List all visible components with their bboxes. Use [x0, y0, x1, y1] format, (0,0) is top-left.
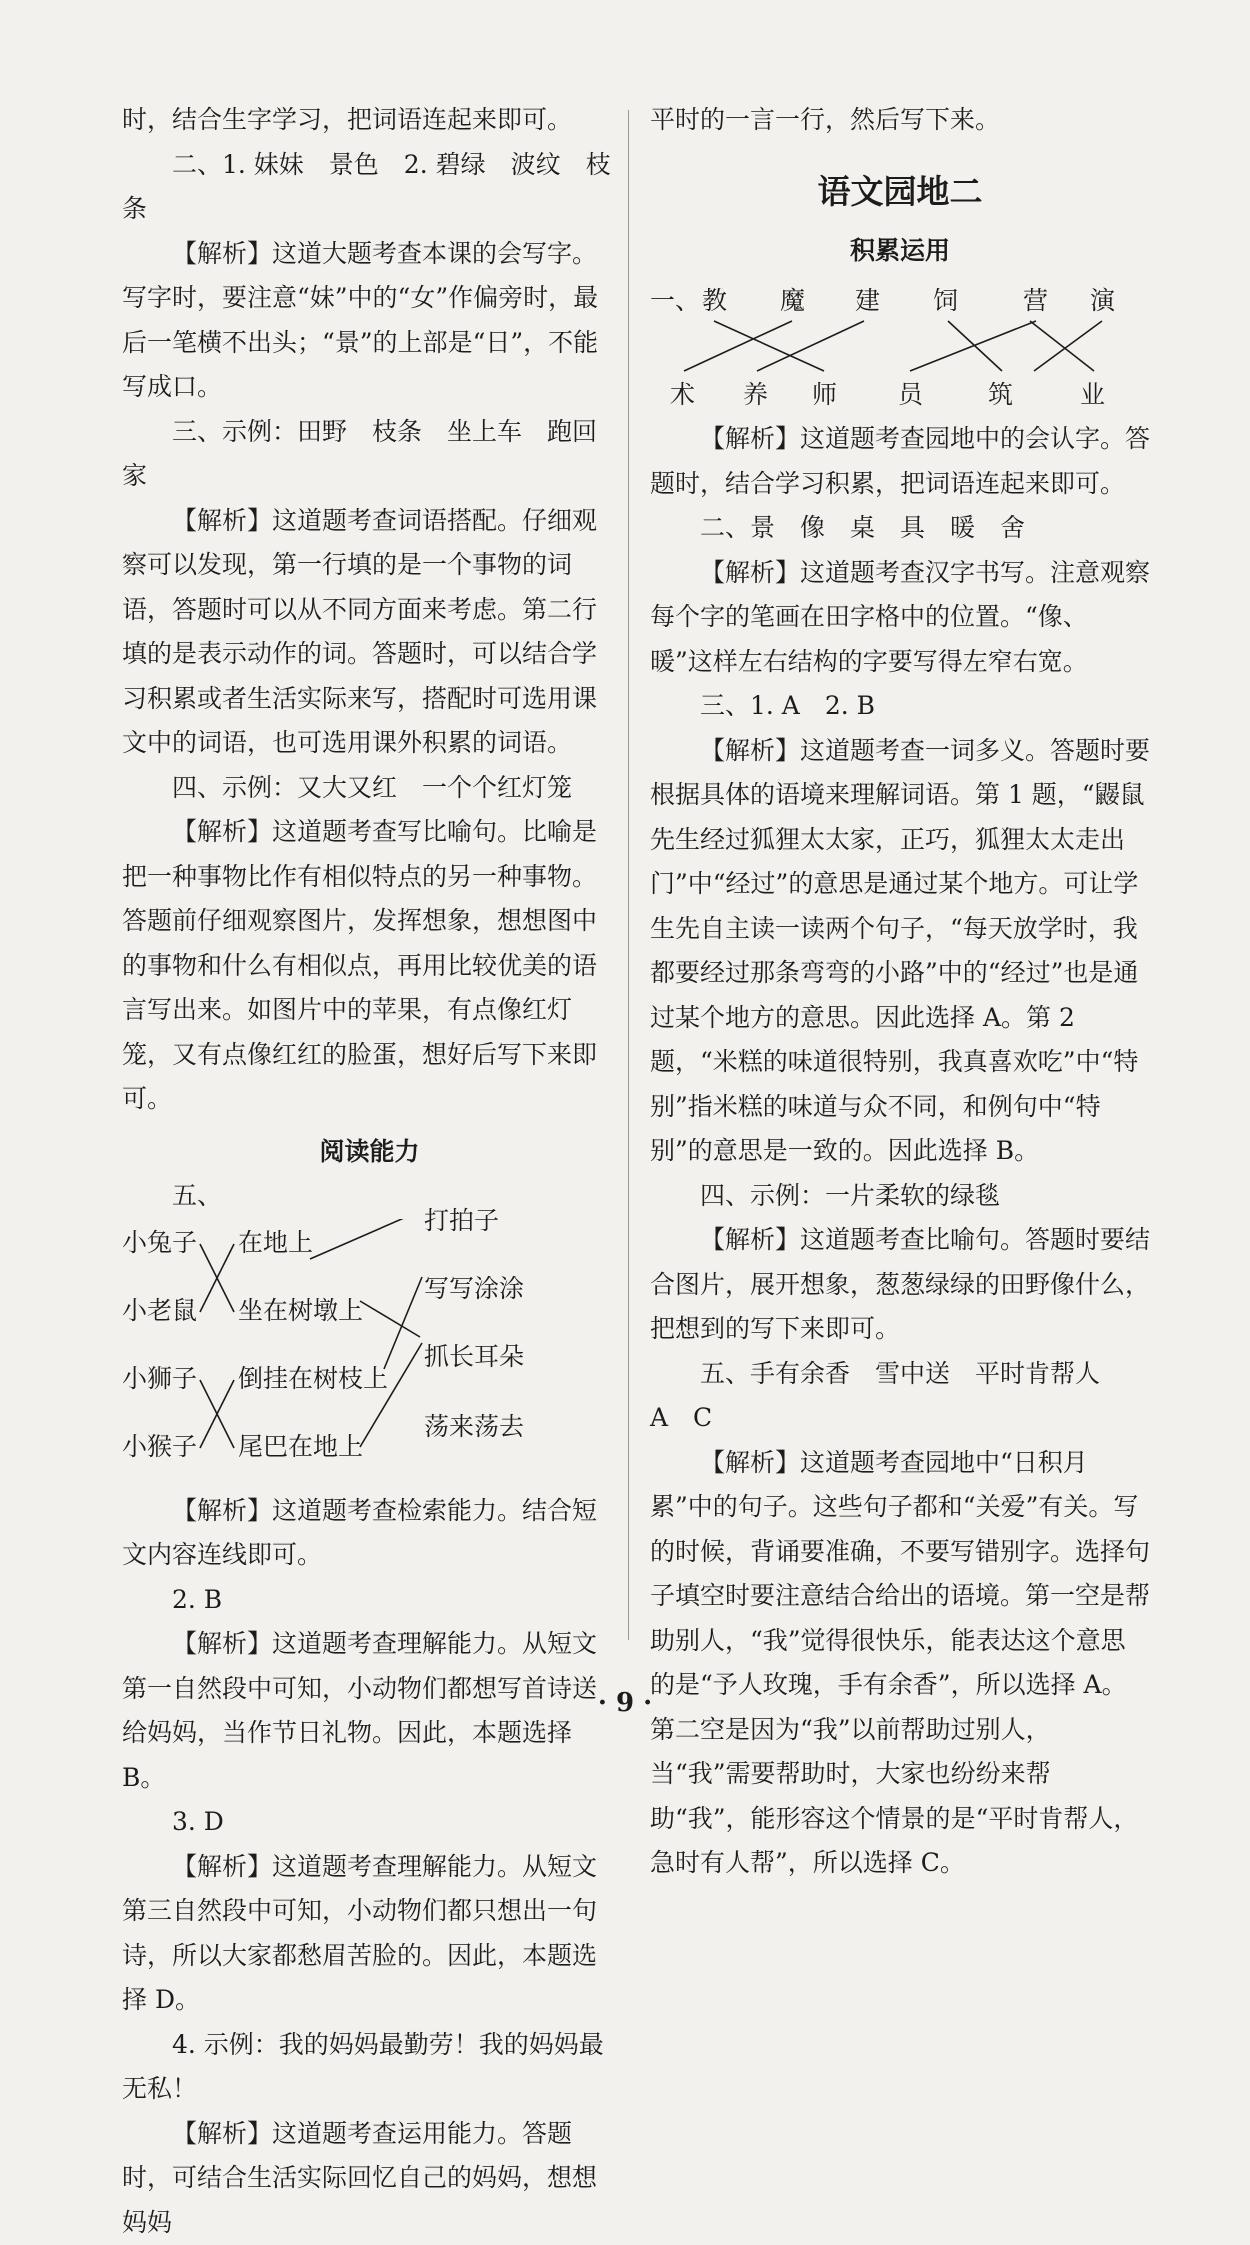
section-title-reading: 阅读能力	[122, 1130, 617, 1175]
matching-exercise-5	[122, 1219, 617, 1489]
match-top-char: 演	[1090, 279, 1115, 324]
analysis: 【解析】这道题考查园地中“日积月累”中的句子。这些句子都和“关爱”有关。写的时候，背诵要准确，不要写错别字。选择句子填空时要注意结合给出的语境。第一空是帮助别人，“我”觉得很快乐，能表达这个意思的是“予人玫瑰，手有余香”，所以选择 A。第二空是因为“我”以前帮助过别人，当“我”需要帮助时，大家也纷纷来帮助“我”，能形容这个情景的是“平时肯帮人，急时有人帮”，所以选择 C。	[650, 1441, 1150, 1886]
analysis: 【解析】这道题考查检索能力。结合短文内容连线即可。	[122, 1489, 617, 1578]
analysis: 【解析】这道题考查运用能力。答题时，可结合生活实际回忆自己的妈妈，想想妈妈	[122, 2112, 617, 2245]
match-bottom-char: 师	[812, 373, 837, 418]
answer-2: 二、1. 妹妹 景色 2. 碧绿 波纹 枝条	[122, 143, 617, 232]
match-line	[1034, 321, 1102, 371]
paragraph: 时，结合生字学习，把词语连起来即可。	[122, 98, 617, 143]
match-bottom-char: 业	[1080, 373, 1105, 418]
answer-3: 三、1. A 2. B	[650, 684, 1150, 729]
match-top-char: 营	[1023, 279, 1048, 324]
subsection-title-accumulate: 积累运用	[650, 229, 1150, 274]
section-title-yuwen-garden: 语文园地二	[650, 167, 1150, 217]
match-line	[310, 1219, 420, 1259]
match-pose: 坐在树墩上	[238, 1289, 363, 1334]
question-1-label: 一、	[650, 279, 700, 324]
match-top-char: 建	[855, 279, 880, 324]
analysis: 【解析】这道题考查园地中的会认字。答题时，结合学习积累，把词语连起来即可。	[650, 417, 1150, 506]
analysis: 【解析】这道题考查比喻句。答题时要结合图片，展开想象，葱葱绿绿的田野像什么，把想到的写下来即可。	[650, 1218, 1150, 1352]
analysis: 【解析】这道题考查理解能力。从短文第一自然段中可知，小动物们都想写首诗送给妈妈，当作节日礼物。因此，本题选择 B。	[122, 1622, 617, 1800]
match-pose: 倒挂在树枝上	[238, 1357, 388, 1402]
answer-5: 五、手有余香 雪中送 平时肯帮人	[650, 1352, 1150, 1397]
match-top-char: 教	[702, 279, 727, 324]
match-line	[910, 321, 1036, 371]
answer-q2: 2. B	[122, 1578, 617, 1623]
match-line	[360, 1301, 420, 1337]
analysis: 【解析】这道大题考查本课的会写字。写字时，要注意“妹”中的“女”作偏旁时，最后一笔横不出头；“景”的上部是“日”，不能写成口。	[122, 232, 617, 410]
answer-4: 四、示例：一片柔软的绿毯	[650, 1174, 1150, 1219]
match-line	[684, 321, 792, 371]
analysis: 【解析】这道题考查理解能力。从短文第三自然段中可知，小动物们都只想出一句诗，所以大家都愁眉苦脸的。因此，本题选择 D。	[122, 1845, 617, 2023]
analysis: 【解析】这道题考查汉字书写。注意观察每个字的笔画在田字格中的位置。“像、暖”这样左右结构的字要写得左窄右宽。	[650, 551, 1150, 685]
match-pose: 尾巴在地上	[238, 1425, 363, 1470]
matching-exercise-1	[650, 275, 1150, 417]
answer-5-choices: A C	[650, 1396, 1150, 1441]
match-line	[757, 321, 864, 371]
match-pose: 在地上	[238, 1221, 313, 1266]
question-5-label: 五、	[122, 1174, 617, 1219]
match-line	[360, 1343, 422, 1447]
column-divider	[628, 110, 629, 1640]
match-line	[1030, 321, 1094, 371]
match-action: 打拍子	[424, 1199, 499, 1244]
match-top-char: 饲	[933, 279, 958, 324]
answer-q4: 4. 示例：我的妈妈最勤劳！我的妈妈最无私！	[122, 2023, 617, 2112]
right-column	[650, 98, 1150, 1886]
match-bottom-char: 筑	[988, 373, 1013, 418]
match-action: 抓长耳朵	[424, 1335, 524, 1380]
match-action: 荡来荡去	[424, 1405, 524, 1450]
answer-3: 三、示例：田野 枝条 坐上车 跑回家	[122, 410, 617, 499]
match-animal: 小猴子	[122, 1425, 197, 1470]
left-column	[122, 98, 617, 2245]
match-action: 写写涂涂	[424, 1267, 524, 1312]
match-lines	[122, 1219, 617, 1489]
match-lines	[650, 275, 1150, 417]
match-bottom-char: 员	[898, 373, 923, 418]
match-animal: 小狮子	[122, 1357, 197, 1402]
match-bottom-char: 养	[743, 373, 768, 418]
match-top-char: 魔	[780, 279, 805, 324]
answer-2: 二、景 像 桌 具 暖 舍	[650, 506, 1150, 551]
answer-4: 四、示例：又大又红 一个个红灯笼	[122, 766, 617, 811]
paragraph: 平时的一言一行，然后写下来。	[650, 98, 1150, 143]
match-bottom-char: 术	[670, 373, 695, 418]
answer-q3: 3. D	[122, 1800, 617, 1845]
match-animal: 小兔子	[122, 1221, 197, 1266]
analysis: 【解析】这道题考查写比喻句。比喻是把一种事物比作有相似特点的另一种事物。答题前仔细观察图片，发挥想象，想想图中的事物和什么有相似点，再用比较优美的语言写出来。如图片中的苹果，有点像红灯笼，又有点像红红的脸蛋，想好后写下来即可。	[122, 810, 617, 1122]
page-number: · 9 ·	[0, 1688, 1250, 1718]
analysis: 【解析】这道题考查词语搭配。仔细观察可以发现，第一行填的是一个事物的词语，答题时可以从不同方面来考虑。第二行填的是表示动作的词。答题时，可以结合学习积累或者生活实际来写，搭配时可选用课文中的词语，也可选用课外积累的词语。	[122, 499, 617, 766]
analysis: 【解析】这道题考查一词多义。答题时要根据具体的语境来理解词语。第 1 题，“鼹鼠先生经过狐狸太太家，正巧，狐狸太太走出门”中“经过”的意思是通过某个地方。可让学生先自主读一读两个句子，“每天放学时，我都要经过那条弯弯的小路”中的“经过”也是通过某个地方的意思。因此选择 A。第 2 题，“米糕的味道很特别，我真喜欢吃”中“特别”指米糕的味道与众不同，和例句中“特别”的意思是一致的。因此选择 B。	[650, 729, 1150, 1174]
match-line	[384, 1277, 422, 1369]
match-line	[714, 321, 824, 371]
match-animal: 小老鼠	[122, 1289, 197, 1334]
